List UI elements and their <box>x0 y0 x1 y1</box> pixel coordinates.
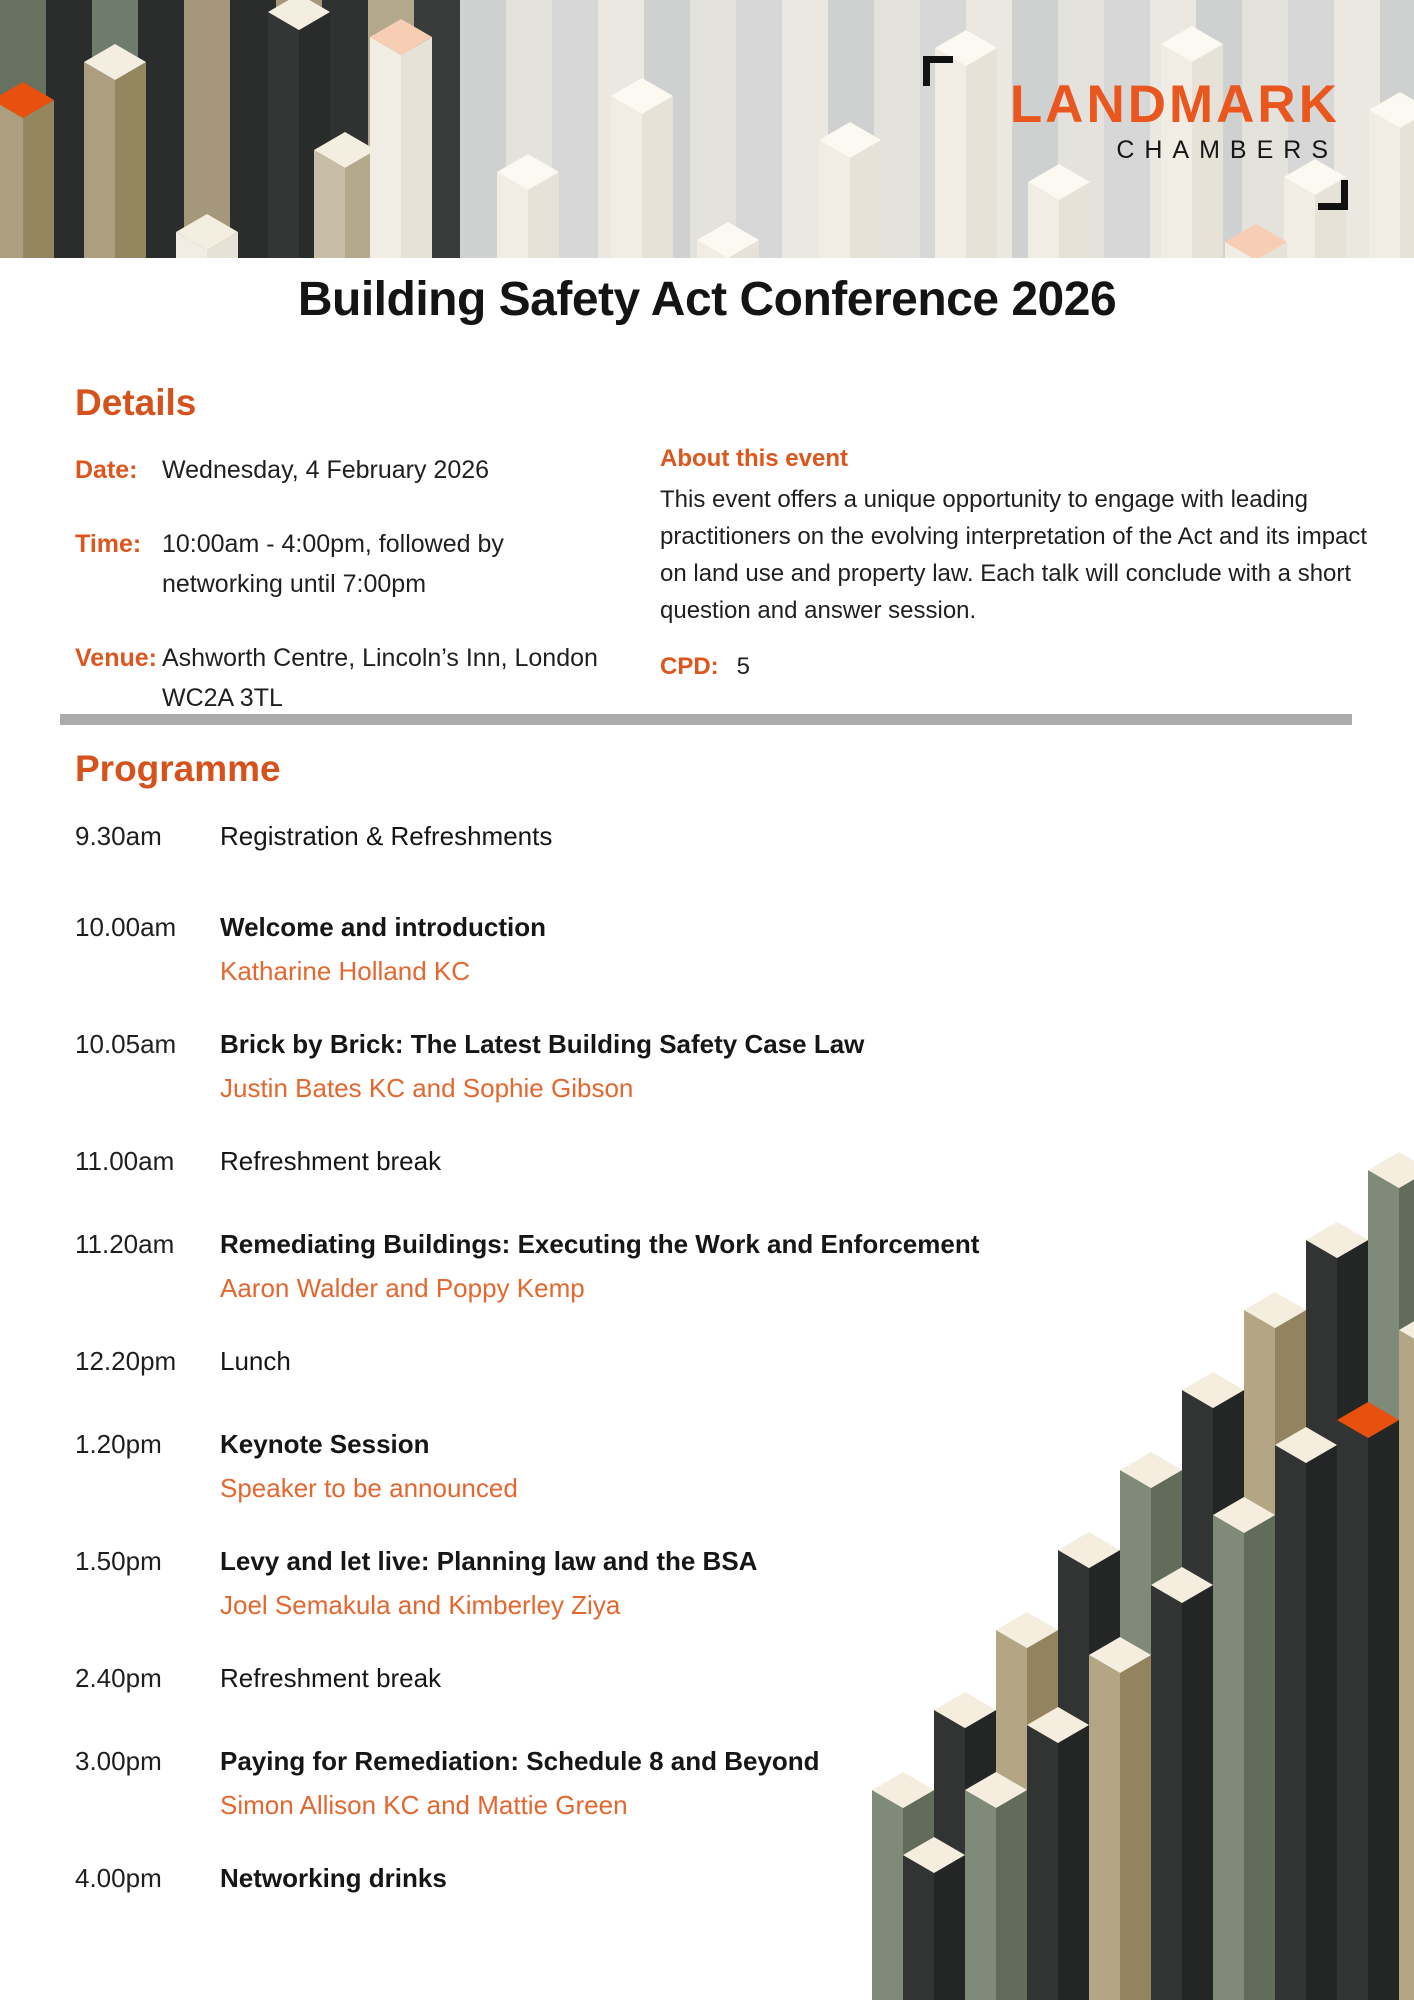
session-title: Refreshment break <box>220 1146 442 1176</box>
date-value: Wednesday, 4 February 2026 <box>162 456 490 484</box>
logo-bracket-bottom-right-icon <box>1318 180 1348 210</box>
session-speakers: Speaker to be announced <box>220 1473 518 1503</box>
session-time: 9.30am <box>75 821 162 851</box>
session-time: 4.00pm <box>75 1863 162 1893</box>
session-speakers: Justin Bates KC and Sophie Gibson <box>220 1073 634 1103</box>
session-time: 10.00am <box>75 912 177 942</box>
header-banner <box>0 0 1414 258</box>
session-title: Networking drinks <box>220 1863 447 1893</box>
programme-heading: Programme <box>75 748 281 789</box>
time-label: Time: <box>75 530 142 558</box>
programme-row <box>75 911 1085 988</box>
session-time: 2.40pm <box>75 1663 162 1693</box>
cpd-value: 5 <box>736 653 751 680</box>
session-title: Lunch <box>220 1346 291 1376</box>
detail-row-time <box>75 524 615 604</box>
detail-row-date <box>75 450 615 490</box>
venue-label: Venue: <box>75 644 157 672</box>
session-title: Levy and let live: Planning law and the BSA <box>220 1546 758 1576</box>
session-title: Remediating Buildings: Executing the Work and Enforcement <box>220 1229 980 1259</box>
date-label: Date: <box>75 456 138 484</box>
logo-sub-text: CHAMBERS <box>1116 136 1338 164</box>
details-heading: Details <box>75 382 197 423</box>
session-title: Refreshment break <box>220 1663 442 1693</box>
session-title: Welcome and introduction <box>220 912 546 942</box>
session-title: Brick by Brick: The Latest Building Safety Case Law <box>220 1029 865 1059</box>
session-time: 11.20am <box>75 1229 175 1259</box>
session-time: 11.00am <box>75 1146 175 1176</box>
detail-row-venue <box>75 638 615 718</box>
page-title: Building Safety Act Conference 2026 <box>297 273 1117 326</box>
session-time: 3.00pm <box>75 1746 162 1776</box>
landmark-chambers-logo <box>920 52 1360 212</box>
cpd-label: CPD: <box>660 653 719 680</box>
isometric-buildings-graphic <box>870 1090 1414 2000</box>
session-speakers: Katharine Holland KC <box>220 956 471 986</box>
session-time: 12.20pm <box>75 1346 177 1376</box>
session-time: 1.50pm <box>75 1546 162 1576</box>
time-value: 10:00am - 4:00pm, followed by networking until 7:00pm <box>162 530 504 598</box>
session-time: 10.05am <box>75 1029 177 1059</box>
session-speakers: Aaron Walder and Poppy Kemp <box>220 1273 585 1303</box>
session-title: Registration & Refreshments <box>220 821 553 851</box>
session-speakers: Simon Allison KC and Mattie Green <box>220 1790 628 1820</box>
logo-brand-text: LANDMARK <box>1009 75 1340 134</box>
session-time: 1.20pm <box>75 1429 162 1459</box>
event-details-list <box>75 450 615 752</box>
section-divider <box>60 714 1352 725</box>
session-speakers: Joel Semakula and Kimberley Ziya <box>220 1590 621 1620</box>
about-event-panel <box>660 445 1385 681</box>
programme-row <box>75 820 1085 853</box>
cpd-row <box>660 653 1385 681</box>
session-title: Paying for Remediation: Schedule 8 and Beyond <box>220 1746 820 1776</box>
logo-bracket-top-left-icon <box>923 56 953 86</box>
about-heading: About this event <box>660 445 849 472</box>
about-text: This event offers a unique opportunity to engage with leading practitioners on the evolving interpretation of the Act and its impact on land use and property law. Each talk will conclude with a short question and answer session. <box>660 486 1368 624</box>
venue-value: Ashworth Centre, Lincoln’s Inn, London WC2A 3TL <box>162 644 598 712</box>
session-title: Keynote Session <box>220 1429 430 1459</box>
